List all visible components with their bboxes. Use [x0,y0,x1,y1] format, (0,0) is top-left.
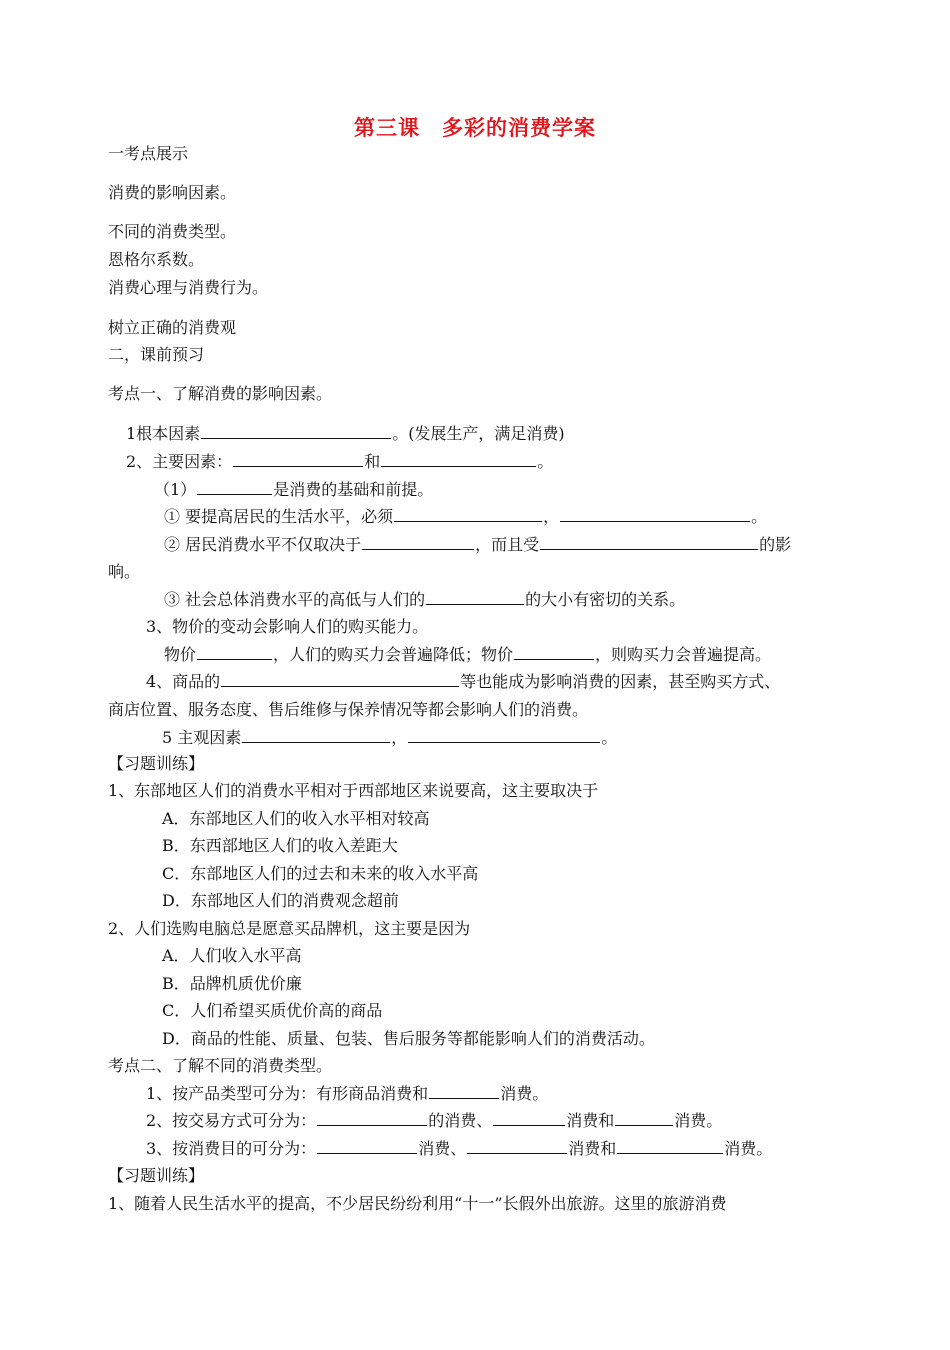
topic-two-heading: 考点二、了解不同的消费类型。 [108,1056,333,1075]
question-1: 1、东部地区人们的消费水平相对于西部地区来说要高，这主要取决于 [108,781,599,800]
option-d[interactable]: D．商品的性能、质量、包装、售后服务等都能影响人们的消费活动。 [162,1029,655,1048]
section-heading-preview: 二，课前预习 [108,345,205,364]
exercise-heading: 【习题训练】 [108,1166,205,1185]
answer-blank[interactable] [221,671,459,687]
fill-line-goods: 4、商品的 等也能成为影响消费的因素，甚至购买方式、 [146,672,781,691]
option-c[interactable]: C．人们希望买质优价高的商品 [162,1001,383,1020]
answer-blank[interactable] [197,644,272,660]
page-title: 第三课 多彩的消费学案 [354,116,596,140]
answer-blank[interactable] [362,534,474,550]
option-a[interactable]: A．人们收入水平高 [162,946,302,965]
exam-point-item: 树立正确的消费观 [108,318,237,337]
fill-line-social-level: ③ 社会总体消费水平的高低与人们的 的大小有密切的关系。 [164,590,686,609]
exercise-heading: 【习题训练】 [108,754,205,773]
price-effect-line: 3、物价的变动会影响人们的购买能力。 [146,617,429,636]
answer-blank[interactable] [426,589,524,605]
answer-blank[interactable] [514,644,594,660]
fill-line-purpose-type: 3、按消费目的可分为： 消费、 消费和 消费。 [146,1139,773,1158]
fill-line-price: 物价 ，人们的购买力会普遍降低；物价 ，则购买力会普遍提高。 [164,645,772,664]
answer-blank[interactable] [560,506,750,522]
answer-blank[interactable] [429,1083,499,1099]
answer-blank[interactable] [467,1138,567,1154]
option-d[interactable]: D．东部地区人们的消费观念超前 [162,891,399,910]
answer-blank[interactable] [242,727,390,743]
answer-blank[interactable] [540,534,758,550]
fill-line-consumption-level: ② 居民消费水平不仅取决于 ，而且受 的影 [164,535,792,554]
option-b[interactable]: B．品牌机质优价廉 [162,974,302,993]
answer-blank[interactable] [493,1110,565,1126]
exam-point-item: 不同的消费类型。 [108,222,237,241]
option-c[interactable]: C．东部地区人们的过去和未来的收入水平高 [162,864,479,883]
topic-one-heading: 考点一、了解消费的影响因素。 [108,384,333,403]
exam-point-item: 消费的影响因素。 [108,183,237,202]
option-a[interactable]: A．东部地区人们的收入水平相对较高 [162,809,430,828]
answer-blank[interactable] [394,506,542,522]
fill-line-transaction-type: 2、按交易方式可分为： 的消费、 消费和 消费。 [146,1111,723,1130]
answer-blank[interactable] [381,451,536,467]
fill-line-continuation: 响。 [108,562,141,581]
exam-point-item: 恩格尔系数。 [108,250,205,269]
answer-blank[interactable] [617,1138,723,1154]
answer-blank[interactable] [233,451,363,467]
exam-point-item: 消费心理与消费行为。 [108,278,269,297]
answer-blank[interactable] [197,479,272,495]
goods-factors-continuation: 商店位置、服务态度、售后维修与保养情况等都会影响人们的消费。 [108,700,589,719]
answer-blank[interactable] [317,1110,427,1126]
fill-line-fundamental-factor: 1根本因素 。(发展生产，满足消费) [126,424,565,443]
answer-blank[interactable] [317,1138,417,1154]
section-heading-exam-points: 一考点展示 [108,144,189,163]
answer-blank[interactable] [408,727,600,743]
question-1: 1、随着人民生活水平的提高，不少居民纷纷利用“十一”长假外出旅游。这里的旅游消费 [108,1194,727,1213]
fill-line-subjective-factors: 5 主观因素 ， 。 [162,728,618,747]
fill-line-main-factors: 2、主要因素： 和 。 [126,452,554,471]
fill-line-basis: （1） 是消费的基础和前提。 [154,480,434,499]
fill-line-product-type: 1、按产品类型可分为：有形商品消费和 消费。 [146,1084,549,1103]
option-b[interactable]: B．东西部地区人们的收入差距大 [162,836,398,855]
question-2: 2、人们选购电脑总是愿意买品牌机，这主要是因为 [108,919,471,938]
answer-blank[interactable] [201,423,391,439]
answer-blank[interactable] [615,1110,673,1126]
fill-line-raise-living-standard: ① 要提高居民的生活水平，必须 ， 。 [164,507,768,526]
